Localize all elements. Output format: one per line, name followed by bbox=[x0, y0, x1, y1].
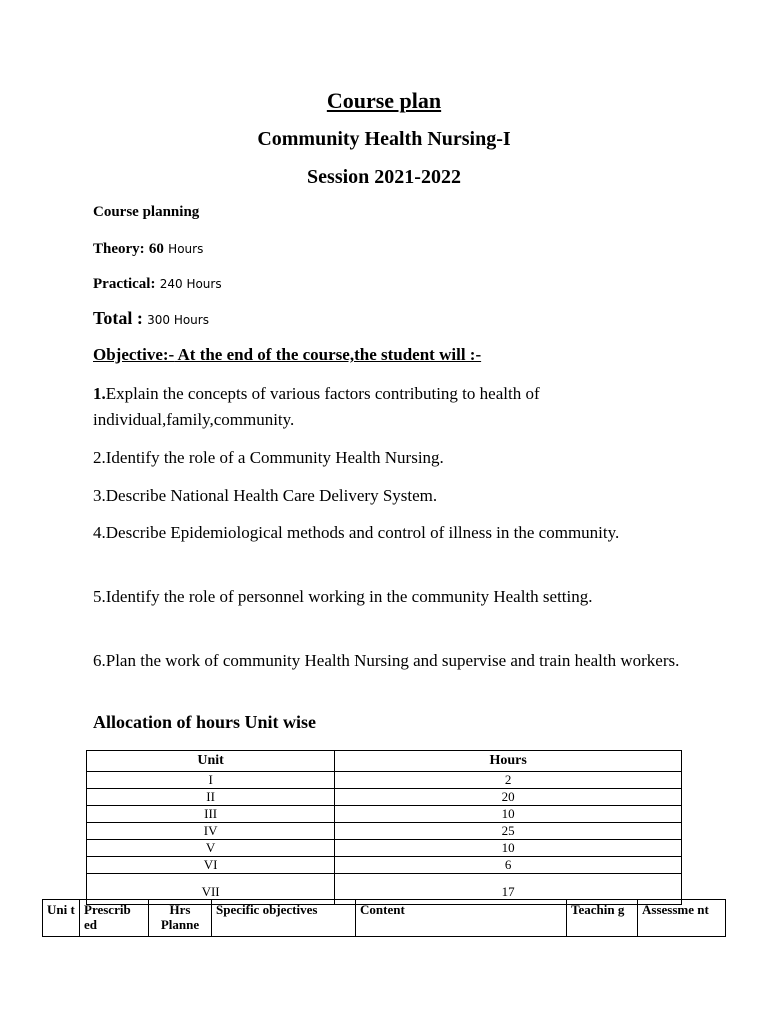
objective-heading bbox=[93, 345, 481, 365]
hours-cell: 17 bbox=[335, 874, 682, 905]
hours-cell: 25 bbox=[335, 823, 682, 840]
plan-header-row bbox=[43, 900, 726, 937]
hours-cell: 20 bbox=[335, 789, 682, 806]
objective-item-2: 2.Identify the role of a Community Health Nursing. bbox=[93, 448, 444, 467]
allocation-header-hours: Hours bbox=[335, 751, 682, 772]
practical-value: 240 Hours bbox=[159, 277, 222, 291]
plan-header-content: Content bbox=[356, 900, 567, 937]
plan-header-specific-objectives: Specific objectives bbox=[212, 900, 356, 937]
objective-item-1 bbox=[93, 381, 683, 433]
table-row bbox=[87, 789, 682, 806]
plan-header-unit: Uni t bbox=[43, 900, 80, 937]
allocation-header-row bbox=[87, 751, 682, 772]
plan-header-teaching: Teachin g bbox=[567, 900, 638, 937]
course-subtitle: Community Health Nursing-I bbox=[257, 128, 511, 150]
allocation-heading: Allocation of hours Unit wise bbox=[93, 712, 317, 732]
table-row bbox=[87, 806, 682, 823]
unit-cell: III bbox=[87, 806, 335, 823]
hours-cell: 10 bbox=[335, 806, 682, 823]
plan-header-hrs-planned: Hrs Planne bbox=[149, 900, 212, 937]
practical-label: Practical: bbox=[93, 276, 156, 292]
allocation-table bbox=[86, 750, 682, 905]
objective-label: Objective:- bbox=[93, 345, 175, 364]
objective-item-3: 3.Describe National Health Care Delivery System. bbox=[93, 486, 438, 505]
plan-header-prescribed: Prescrib ed bbox=[80, 900, 149, 937]
objective-intro: At the end of the course,the student will :- bbox=[174, 345, 482, 364]
unit-cell: I bbox=[87, 772, 335, 789]
hours-cell: 10 bbox=[335, 840, 682, 857]
allocation-header-unit: Unit bbox=[87, 751, 335, 772]
unit-cell: V bbox=[87, 840, 335, 857]
table-row bbox=[87, 772, 682, 789]
hours-cell: 6 bbox=[335, 857, 682, 874]
course-plan-table bbox=[42, 899, 726, 937]
total-label: Total : bbox=[93, 308, 143, 328]
unit-cell: VI bbox=[87, 857, 335, 874]
table-row bbox=[87, 823, 682, 840]
course-planning-heading: Course planning bbox=[93, 204, 200, 220]
table-row bbox=[87, 840, 682, 857]
objective-item-6: 6.Plan the work of community Health Nursing and supervise and train health workers. bbox=[93, 651, 680, 670]
total-line bbox=[93, 308, 209, 329]
theory-unit: Hours bbox=[168, 242, 204, 256]
practical-line bbox=[93, 273, 222, 293]
objective-item-5: 5.Identify the role of personnel working in the community Health setting. bbox=[93, 587, 593, 606]
plan-header-assessment: Assessme nt bbox=[638, 900, 726, 937]
page-title: Course plan bbox=[326, 88, 442, 113]
table-row bbox=[87, 857, 682, 874]
unit-cell: VII bbox=[87, 874, 335, 905]
session-label: Session 2021-2022 bbox=[307, 166, 461, 188]
hours-cell: 2 bbox=[335, 772, 682, 789]
theory-number: 60 bbox=[148, 241, 164, 257]
objective-item-4: 4.Describe Epidemiological methods and control of illness in the community. bbox=[93, 523, 620, 542]
unit-cell: II bbox=[87, 789, 335, 806]
objective-item-1-text: Explain the concepts of various factors contributing to health of individual,family,community. bbox=[93, 384, 540, 429]
unit-cell: IV bbox=[87, 823, 335, 840]
total-value: 300 Hours bbox=[147, 313, 209, 327]
theory-label: Theory: bbox=[93, 241, 145, 257]
objective-item-1-number: 1. bbox=[93, 384, 106, 403]
theory-line bbox=[93, 238, 203, 258]
